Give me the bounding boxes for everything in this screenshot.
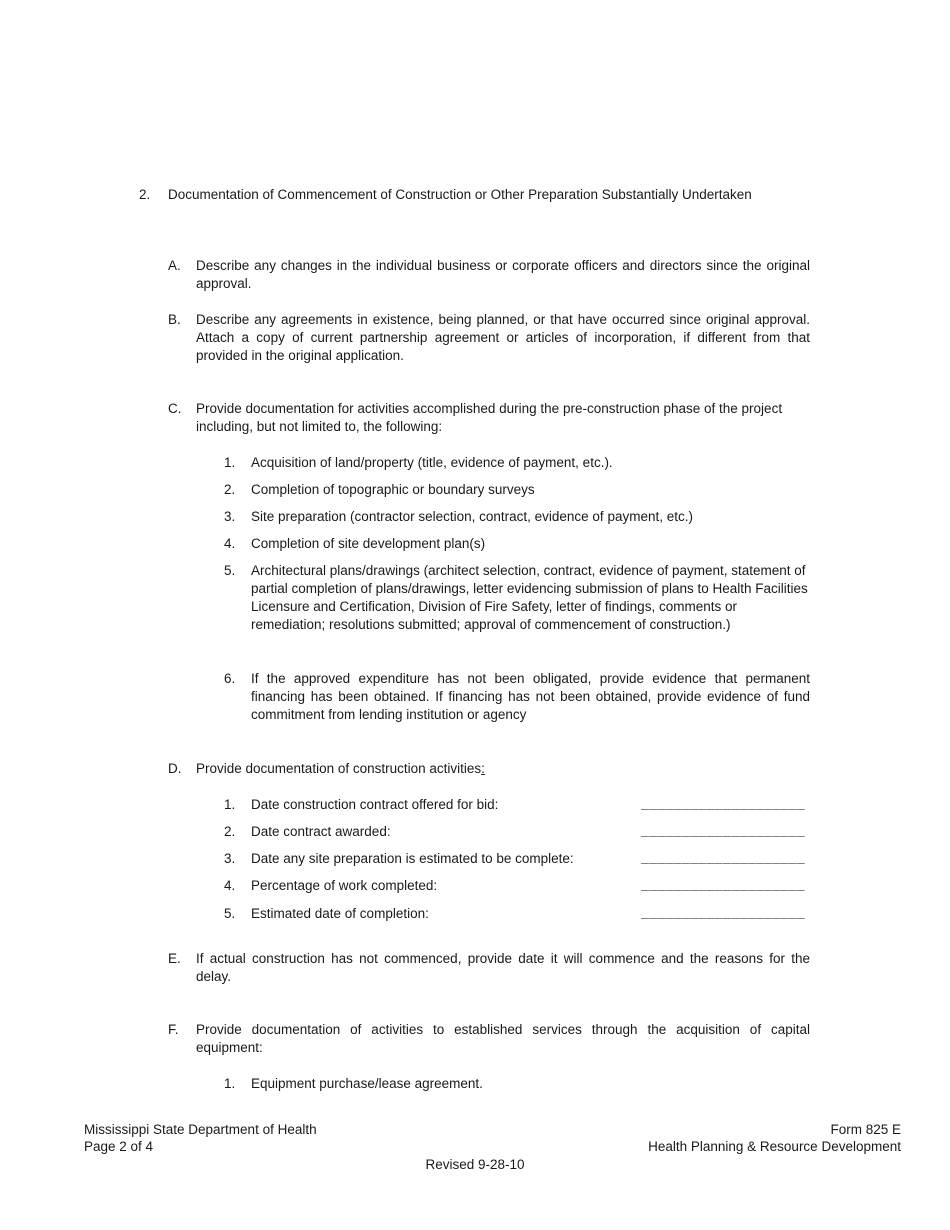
footer-revised: Revised 9-28-10 xyxy=(425,1157,525,1172)
section-title: Documentation of Commencement of Construction or Other Preparation Substantially Undertaken xyxy=(168,187,752,202)
item-d-sub-3-blank[interactable]: ____________________ xyxy=(641,851,806,866)
item-d-sub-5-blank[interactable]: ____________________ xyxy=(641,906,806,921)
item-d-sub-5-number: 5. xyxy=(224,906,236,921)
item-e-text: If actual construction has not commenced, provide date it will commence and the reasons for the delay. xyxy=(196,951,810,984)
item-c-sub-4-text: Completion of site development plan(s) xyxy=(251,536,486,551)
item-f-sub-1-number: 1. xyxy=(224,1076,236,1091)
item-b-text: Describe any agreements in existence, being planned, or that have occurred since original approval. Attach a copy of current partnership agreement or articles of incorporation, if different from that provided in the original application. xyxy=(196,312,810,363)
footer-division: Health Planning & Resource Development xyxy=(648,1139,901,1154)
item-d-sub-3-text: Date any site preparation is estimated to be complete: xyxy=(251,851,574,866)
item-c-sub-3-text: Site preparation (contractor selection, contract, evidence of payment, etc.) xyxy=(251,509,693,524)
item-d-sub-2-blank[interactable]: ____________________ xyxy=(641,824,806,839)
footer-org: Mississippi State Department of Health xyxy=(84,1122,317,1137)
footer-form: Form 825 E xyxy=(830,1122,901,1137)
item-c-sub-3-number: 3. xyxy=(224,509,236,524)
item-a-marker: A. xyxy=(168,258,181,273)
item-d-sub-4-text: Percentage of work completed: xyxy=(251,878,438,893)
item-c-sub-2-number: 2. xyxy=(224,482,236,497)
item-d-sub-4-number: 4. xyxy=(224,878,236,893)
item-d-sub-3-number: 3. xyxy=(224,851,236,866)
item-f-text: Provide documentation of activities to established services through the acquisition of capital equipment: xyxy=(196,1022,810,1055)
item-d-sub-2-number: 2. xyxy=(224,824,236,839)
item-f-sub-1-text: Equipment purchase/lease agreement. xyxy=(251,1076,483,1091)
item-b-marker: B. xyxy=(168,312,181,327)
item-d-colon: : xyxy=(481,761,485,776)
item-a-text: Describe any changes in the individual business or corporate officers and directors since the original approval. xyxy=(196,258,810,291)
item-f-marker: F. xyxy=(168,1022,179,1037)
item-c-sub-6-number: 6. xyxy=(224,671,236,686)
item-d-text: Provide documentation of construction activities xyxy=(196,761,482,776)
item-d-marker: D. xyxy=(168,761,182,776)
item-e-marker: E. xyxy=(168,951,181,966)
item-d-sub-2-text: Date contract awarded: xyxy=(251,824,391,839)
item-d-heading xyxy=(196,760,816,778)
section-number: 2. xyxy=(139,187,151,202)
item-c-marker: C. xyxy=(168,401,182,416)
item-d-sub-1-text: Date construction contract offered for bid: xyxy=(251,797,499,812)
item-d-sub-1-blank[interactable]: ____________________ xyxy=(641,797,806,812)
item-c-sub-2-text: Completion of topographic or boundary surveys xyxy=(251,482,535,497)
item-d-sub-4-blank[interactable]: ____________________ xyxy=(641,878,806,893)
item-c-sub-5-text: Architectural plans/drawings (architect selection, contract, evidence of payment, statement of partial completion of plans/drawings, letter evidencing submission of plans to Health Facilities Licensure and Certification, Division of Fire Safety, letter of findings, comments or remediation; resolutions submitted; approval of commencement of construction.) xyxy=(251,563,808,632)
item-d-sub-5-text: Estimated date of completion: xyxy=(251,906,429,921)
item-d-sub-1-number: 1. xyxy=(224,797,236,812)
item-c-sub-6-text: If the approved expenditure has not been obligated, provide evidence that permanent financing has been obtained. If financing has not been obtained, provide evidence of fund commitment from lending institution or agency xyxy=(251,671,810,722)
footer-page: Page 2 of 4 xyxy=(84,1139,154,1154)
item-c-sub-1-number: 1. xyxy=(224,455,236,470)
item-c-sub-1-text: Acquisition of land/property (title, evidence of payment, etc.). xyxy=(251,455,613,470)
item-c-sub-5-number: 5. xyxy=(224,563,236,578)
item-c-text: Provide documentation for activities accomplished during the pre-construction phase of the project including, but not limited to, the following: xyxy=(196,401,783,434)
item-c-sub-4-number: 4. xyxy=(224,536,236,551)
